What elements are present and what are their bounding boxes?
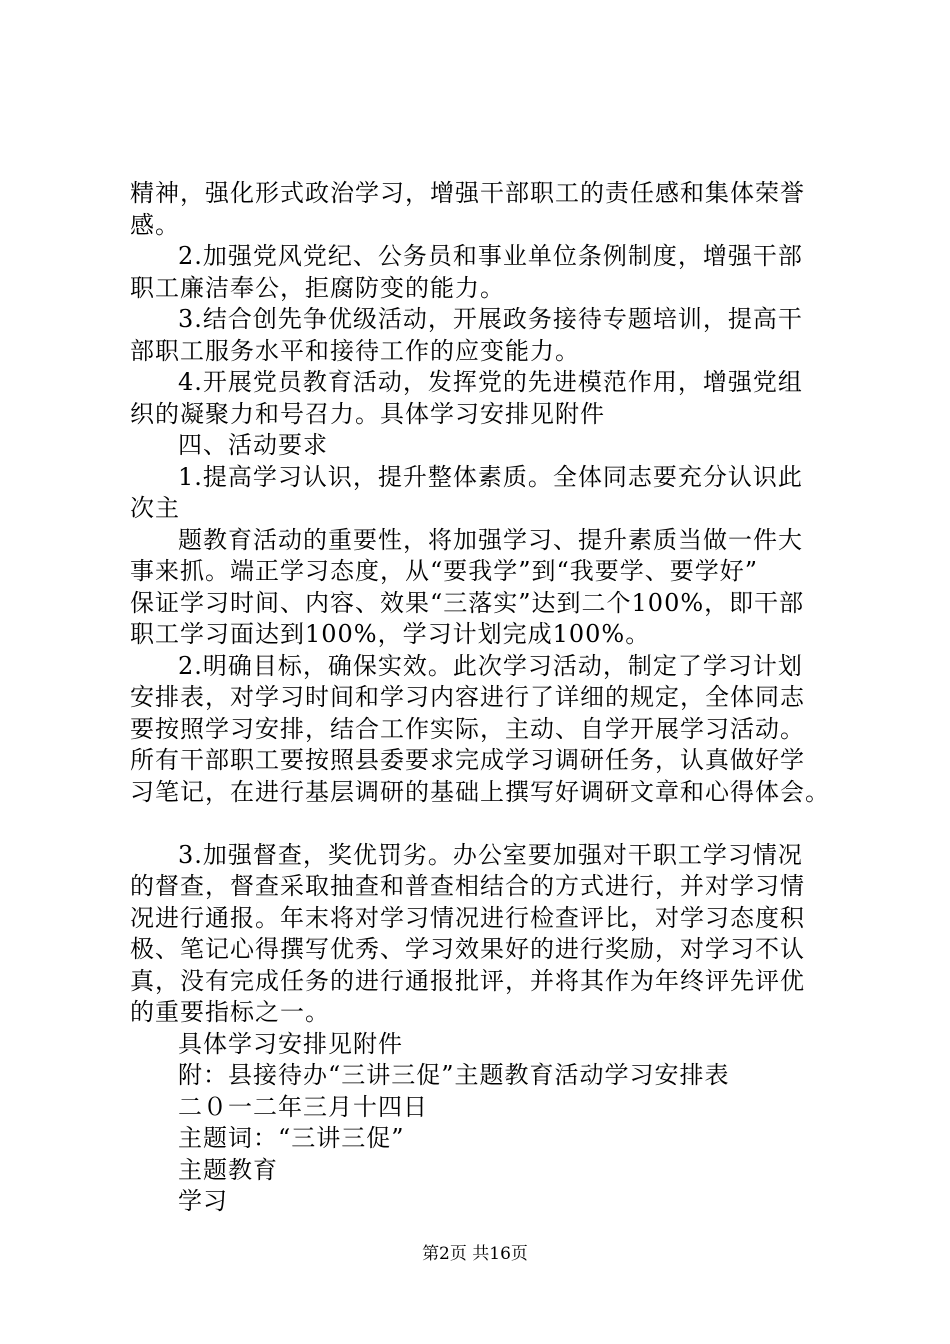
text-line: 次主 — [130, 494, 180, 522]
text-line: 3.加强督查，奖优罚劣。办公室要加强对干职工学习情况 — [178, 840, 803, 869]
text-line: 的督查，督查采取抽查和普查相结合的方式进行，并对学习情 — [130, 872, 805, 900]
text-line: 精神，强化形式政治学习，增强干部职工的责任感和集体荣誉 — [130, 179, 805, 207]
text-line: 具体学习安排见附件 — [178, 1029, 403, 1058]
text-line: 主题教育 — [178, 1155, 278, 1184]
text-line: 二０一二年三月十四日 — [178, 1092, 428, 1121]
blank-line — [130, 808, 850, 840]
text-line: 织的凝聚力和号召力。具体学习安排见附件 — [130, 399, 605, 428]
text-line: 2.加强党风党纪、公务员和事业单位条例制度，增强干部 — [178, 242, 803, 270]
text-line: 附：县接待办“三讲三促”主题教育活动学习安排表 — [178, 1061, 730, 1089]
text-line: 要按照学习安排，结合工作实际，主动、自学开展学习活动。 — [130, 714, 805, 743]
text-line: 四、活动要求 — [178, 431, 328, 459]
text-line: 职工学习面达到100%，学习计划完成100%。 — [130, 620, 651, 648]
text-line: 所有干部职工要按照县委要求完成学习调研任务，认真做好学 — [130, 746, 805, 774]
text-line: 学习 — [178, 1187, 228, 1215]
text-line: 4.开展党员教育活动，发挥党的先进模范作用，增强党组 — [178, 368, 803, 396]
text-line: 况进行通报。年末将对学习情况进行检查评比，对学习态度积 — [130, 903, 805, 932]
page-footer: 第2页 共16页 — [422, 1244, 528, 1264]
text-line: 职工廉洁奉公，拒腐防变的能力。 — [130, 273, 505, 302]
text-line: 3.结合创先争优级活动，开展政务接待专题培训，提高干 — [178, 305, 803, 333]
text-line: 真，没有完成任务的进行通报批评，并将其作为年终评先评优 — [130, 966, 805, 995]
text-line: 2.明确目标，确保实效。此次学习活动，制定了学习计划 — [178, 651, 803, 680]
text-line: 部职工服务水平和接待工作的应变能力。 — [130, 336, 580, 365]
text-line: 主题词：“三讲三促” — [178, 1124, 405, 1152]
text-line: 题教育活动的重要性，将加强学习、提升素质当做一件大 — [178, 525, 803, 554]
text-line: 保证学习时间、内容、效果“三落实”达到二个100%，即干部 — [130, 588, 805, 617]
text-line: 感。 — [130, 210, 180, 239]
text-line: 1.提高学习认识，提升整体素质。全体同志要充分认识此 — [178, 462, 803, 491]
text-line: 极、笔记心得撰写优秀、学习效果好的进行奖励，对学习不认 — [130, 935, 805, 963]
text-line: 安排表，对学习时间和学习内容进行了详细的规定，全体同志 — [130, 683, 805, 711]
document-body — [130, 178, 850, 1218]
text-line: 事来抓。端正学习态度，从“要我学”到“我要学、要学好” — [130, 557, 759, 585]
text-line: 习笔记，在进行基层调研的基础上撰写好调研文章和心得体会。 — [130, 777, 830, 806]
text-line: 的重要指标之一。 — [130, 998, 330, 1026]
